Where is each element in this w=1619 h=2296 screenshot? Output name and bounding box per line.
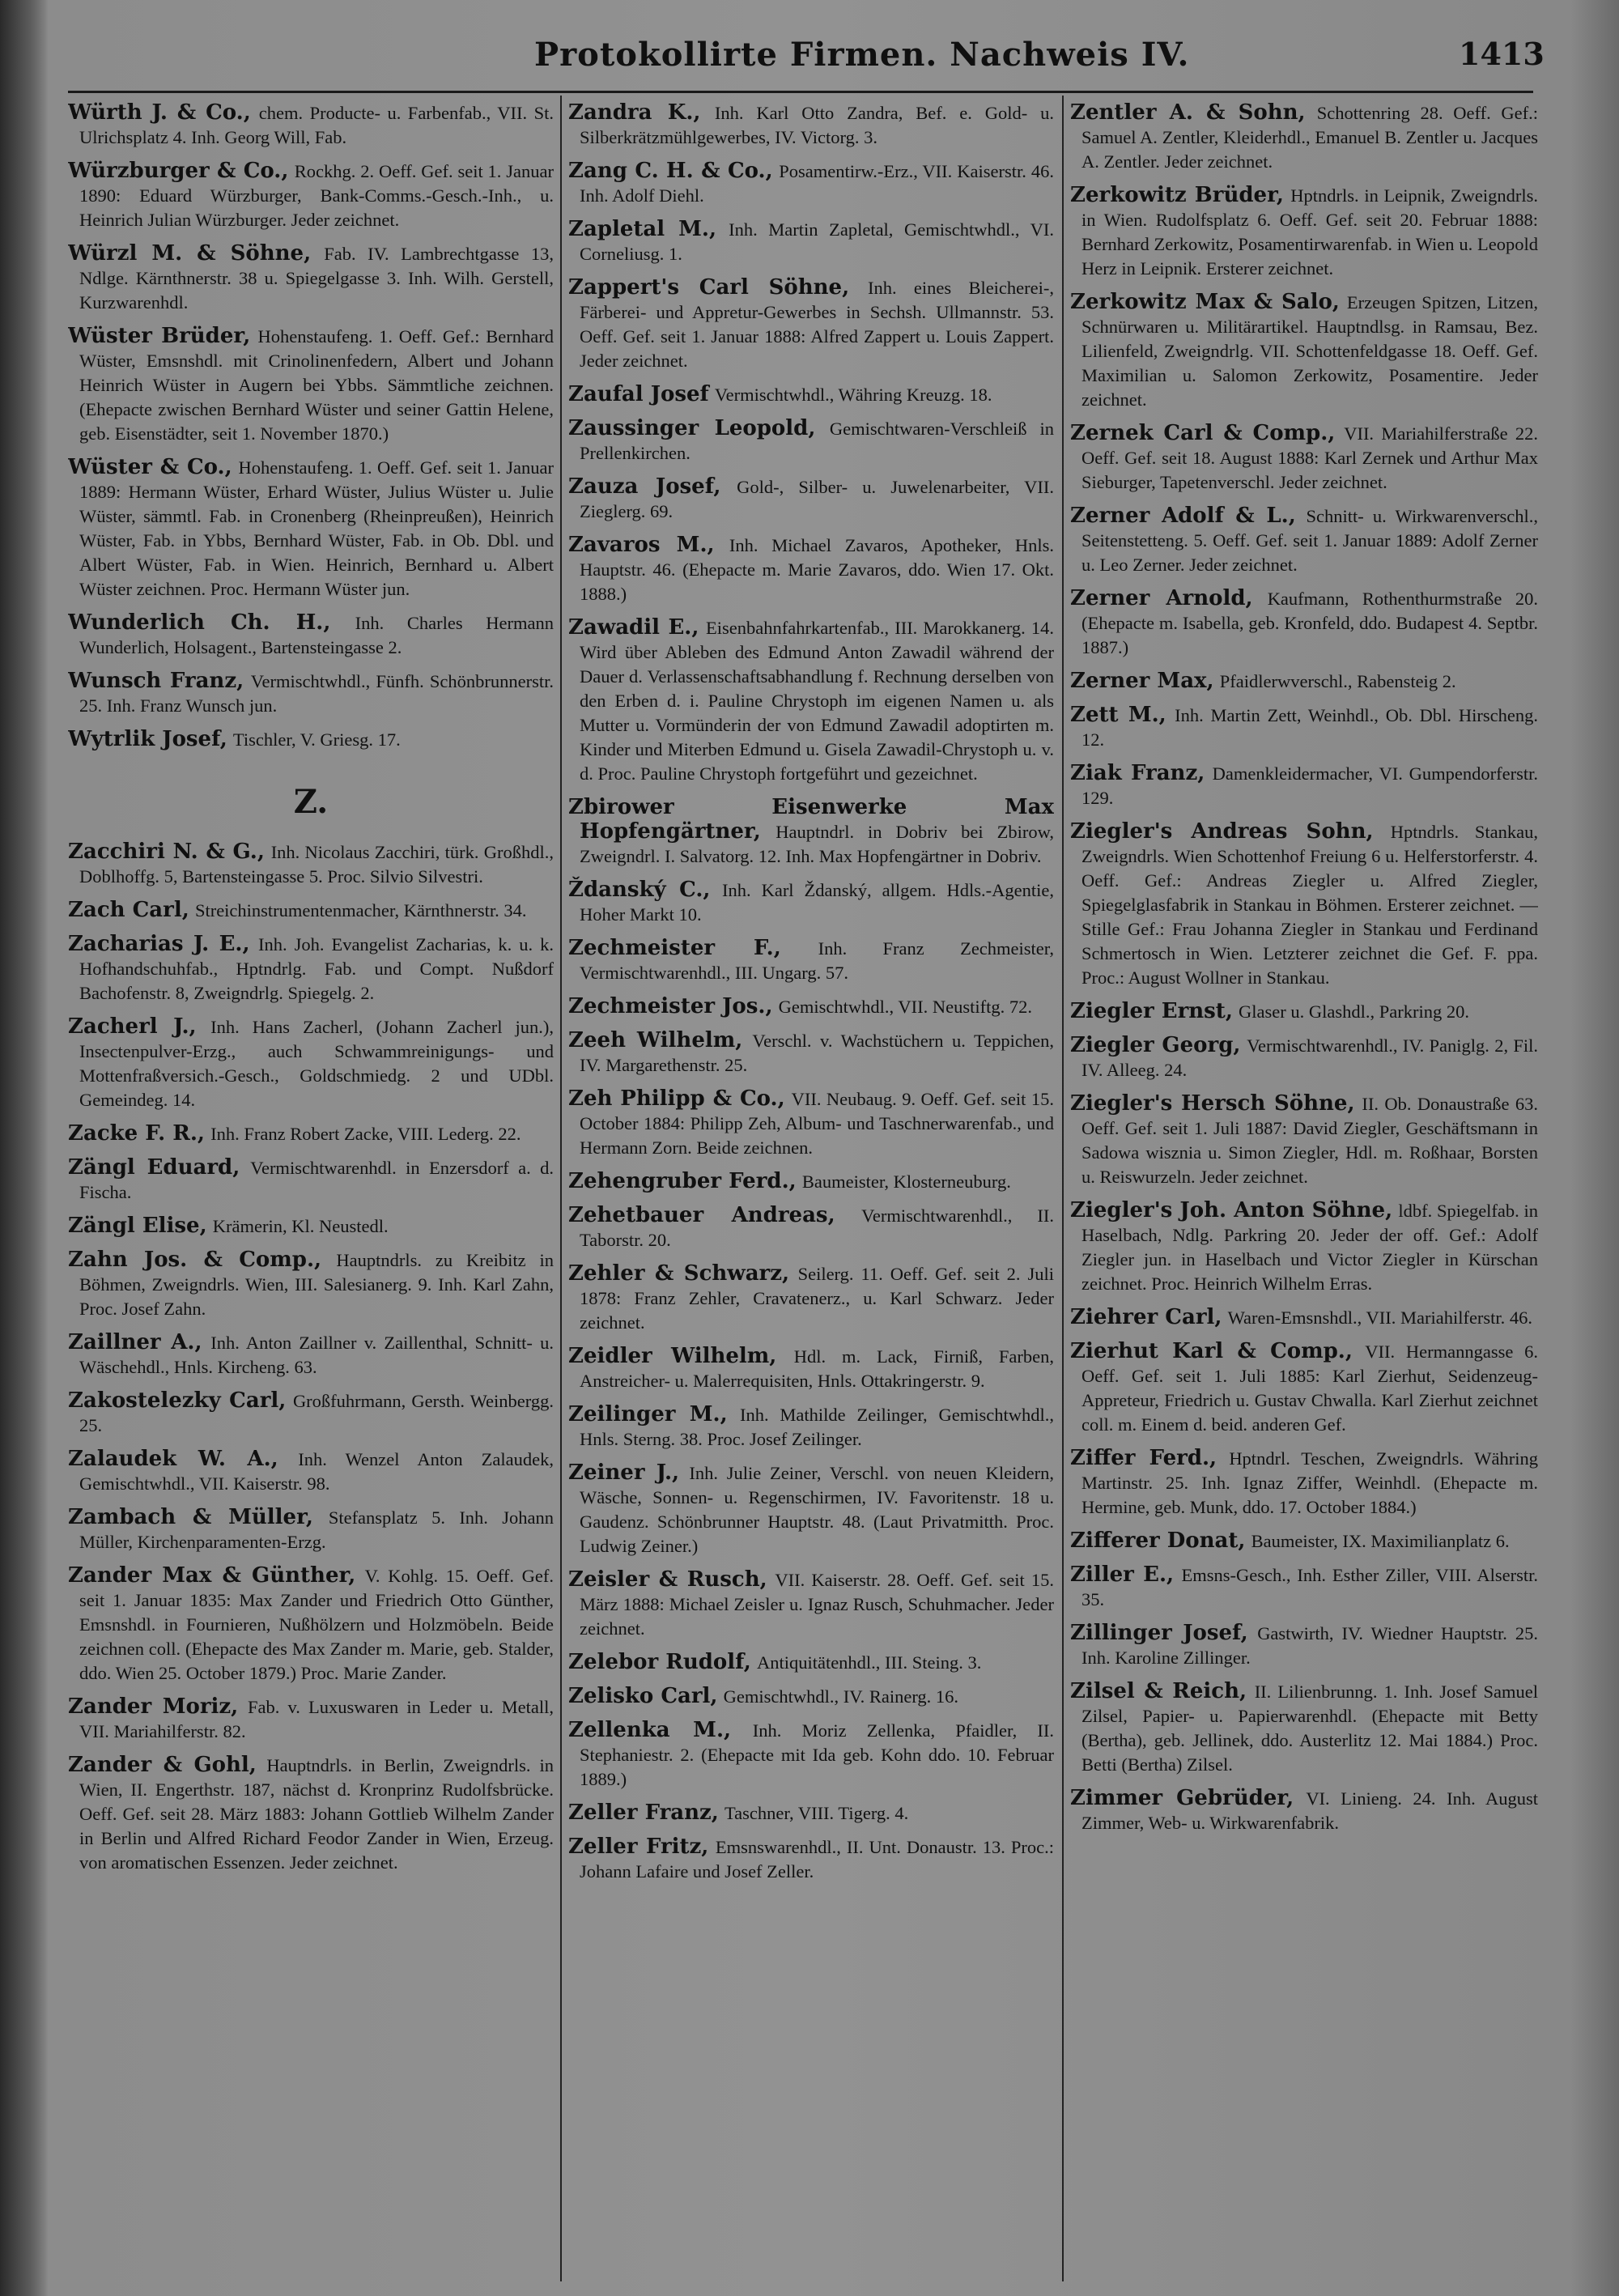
firm-details: Eisenbahnfahrkartenfab., III. Marokkanerg. 14. Wird über Ableben des Edmund Anton Zawadil während der Dauer d. Verlassenschaftsabhandlung f. Rechnung derselben von den Erben d. i. Pauline Chrystoph im eigenen Namen u. als Mutter u. Vormünderin der von Edmund Zawadil adoptirten m. Kinder und Miterben Edmund u. Gisela Zawadil-Chrystoph u. v. d. Proc. Pauline Chrystoph fortgeführt und gezeichnet. <box>580 618 1054 784</box>
firm-entry <box>568 417 1054 466</box>
firm-details: Gemischtwhdl., VII. Neustiftg. 72. <box>778 997 1032 1017</box>
firm-details: Tischler, V. Griesg. 17. <box>232 729 401 750</box>
firm-name: Zeisler & Rusch, <box>568 1567 767 1592</box>
firm-name: Zeh Philipp & Co., <box>568 1086 785 1111</box>
firm-name: Würzl M. & Söhne, <box>68 241 312 266</box>
firm-name: Zillinger Josef, <box>1070 1621 1248 1645</box>
firm-details: Schnitt- u. Wirkwarenverschl., Seitenstetteng. 5. Oeff. Gef. seit 1. Januar 1889: Adolf Zerner u. Leo Zerner. Jeder zeichnet. <box>1081 506 1538 575</box>
firm-entry <box>568 1801 1054 1826</box>
firm-entry <box>68 1248 554 1321</box>
firm-details: Inh. Franz Robert Zacke, VIII. Lederg. 22. <box>210 1124 521 1144</box>
firm-details: Inh. Karl Ždanský, allgem. Hdls.-Agentie, Hoher Markt 10. <box>580 880 1054 925</box>
firm-entry <box>1070 820 1538 990</box>
firm-details: Vermischtwhdl., Währing Kreuzg. 18. <box>714 385 992 405</box>
firm-entry <box>1070 1000 1538 1024</box>
firm-name: Zelisko Carl, <box>568 1684 718 1708</box>
firm-entry <box>1070 1447 1538 1520</box>
firm-entry <box>568 1651 1054 1675</box>
firm-details: Hauptndrls. in Berlin, Zweigndrls. in Wien, II. Engerthstr. 187, nächst d. Kronprinz Rudolfsbrücke. Oeff. Gef. seit 28. März 1883: Johann Gottlieb Wilhelm Zander in Berlin und Alfred Richard Feodor Zander in Wien, Erzeug. von aromatischen Essenzen. Jeder zeichnet. <box>79 1755 554 1873</box>
firm-entry <box>568 1204 1054 1252</box>
firm-name: Zeeh Wilhelm, <box>568 1028 743 1052</box>
firm-entry <box>568 878 1054 927</box>
firm-entry <box>1070 1034 1538 1082</box>
firm-name: Zelebor Rudolf, <box>568 1650 751 1674</box>
firm-entry <box>68 611 554 660</box>
column-divider <box>1062 96 1064 2281</box>
firm-details: Hptndrl. Teschen, Zweigndrls. Währing Martinstr. 25. Inh. Ignaz Ziffer, Weinhdl. (Ehepacte m. Hermine, geb. Munk, ddo. 17. October 1884.) <box>1081 1448 1538 1517</box>
firm-entry <box>568 159 1054 208</box>
firm-name: Zander Max & Günther, <box>68 1563 356 1588</box>
firm-entry <box>568 1835 1054 1884</box>
firm-entry <box>1070 1563 1538 1612</box>
firm-name: Zawadil E., <box>568 615 699 640</box>
firm-details: Stefansplatz 5. Inh. Johann Müller, Kirchenparamenten-Erzg. <box>79 1507 554 1552</box>
section-letter: Z. <box>293 783 329 821</box>
firm-entry <box>568 383 1054 407</box>
firm-entry <box>68 728 554 752</box>
firm-name: Zach Carl, <box>68 898 189 922</box>
firm-details: Baumeister, IX. Maximilianplatz 6. <box>1251 1531 1510 1551</box>
firm-details: Inh. Michael Zavaros, Apotheker, Hnls. Hauptstr. 46. (Ehepacte m. Marie Zavaros, ddo. Wien 17. Okt. 1888.) <box>580 535 1054 604</box>
firm-name: Zerner Arnold, <box>1070 586 1253 610</box>
firm-entry <box>68 1506 554 1554</box>
firm-name: Zeilinger M., <box>568 1402 728 1426</box>
firm-name: Zacchiri N. & G., <box>68 840 265 864</box>
firm-details: Inh. Julie Zeiner, Verschl. von neuen Kleidern, Wäsche, Sonnen- u. Regenschirmen, IV. Favoritenstr. 18 u. Gaudenz. Schönbrunner Hauptstr. 48. (Laut Privatmitth. Proc. Ludwig Zeiner.) <box>580 1463 1054 1556</box>
firm-details: VI. Linieng. 24. Inh. August Zimmer, Web- u. Wirkwarenfabrik. <box>1081 1788 1538 1833</box>
firm-name: Zeidler Wilhelm, <box>568 1344 777 1368</box>
firm-details: Inh. Joh. Evangelist Zacharias, k. u. k. Hofhandschuhfab., Hptndrlg. Fab. und Compt. Nußdorf Bachofenstr. 8, Zweigndrlg. Spiegelg. 2. <box>79 934 554 1003</box>
firm-details: VII. Hermanngasse 6. Oeff. Gef. seit 1. Juli 1885: Karl Zierhut, Seidenzeug-Appreteur, Friedrich u. Gustav Chwalla. Karl Zierhut zeichnet coll. m. Einem d. beid. anderen Gef. <box>1081 1341 1538 1435</box>
firm-entry <box>1070 1680 1538 1777</box>
firm-details: Hptndrls. Stankau, Zweigndrls. Wien Schottenhof Freiung 6 u. Helferstorferstr. 4. Oeff. Gef.: Andreas Ziegler u. Alfred Ziegler, Spiegelglasfabrik in Stankau in Böhmen. Ersterer zeichnet. — Stille Gef.: Frau Johanna Ziegler in Stankau und Ferdinand Schmertosch in Wien. Letzterer zeichnet die Gef. F. ppa. Proc.: August Wollner in Stankau. <box>1081 822 1538 988</box>
firm-details: Inh. eines Bleicherei-, Färberei- und Appretur-Gewerbes in Sechsh. Ullmannstr. 53. Oeff. Gef. seit 1. Januar 1888: Alfred Zappert u. Louis Zappert. Jeder zeichnet. <box>580 278 1054 371</box>
firm-entry <box>568 616 1054 786</box>
firm-name: Zalaudek W. A., <box>68 1447 278 1471</box>
firm-details: Streichinstrumentenmacher, Kärnthnerstr. 34. <box>194 900 527 921</box>
firm-details: VII. Mariahilferstraße 22. Oeff. Gef. seit 18. August 1888: Karl Zernek und Arthur Max Sieburger, Tapetenverschl. Jeder zeichnet. <box>1081 423 1538 492</box>
firm-name: Ziegler's Joh. Anton Söhne, <box>1070 1198 1393 1222</box>
firm-details: Erzeugen Spitzen, Litzen, Schnürwaren u. Militärartikel. Hauptndlsg. in Ramsau, Bez. Lilienfeld, Zweigndrlg. VII. Schottenfeldgasse 18. Oeff. Gef. Maximilian u. Salomon Zerkowitz, Posamentire. Jeder zeichnet. <box>1081 292 1538 410</box>
firm-name: Wüster & Co., <box>68 455 232 479</box>
firm-details: Inh. Martin Zett, Weinhdl., Ob. Dbl. Hirscheng. 12. <box>1081 705 1538 750</box>
firm-name: Zernek Carl & Comp., <box>1070 421 1336 445</box>
firm-name: Ziak Franz, <box>1070 761 1205 785</box>
firm-details: Fab. IV. Lambrechtgasse 13, Ndlge. Kärnthnerstr. 38 u. Spiegelgasse 3. Inh. Wilh. Gerstell, Kurzwarenhdl. <box>79 244 554 313</box>
firm-entry <box>68 242 554 315</box>
page-header <box>534 36 1546 84</box>
firm-entry <box>568 475 1054 524</box>
firm-entry <box>568 1568 1054 1641</box>
firm-entry <box>568 1170 1054 1194</box>
firm-details: Hauptndrl. in Dobriv bei Zbirow, Zweigndrl. I. Salvatorg. 12. Inh. Max Hopfengärtner in Dobriv. <box>580 822 1054 866</box>
firm-name: Ziehrer Carl, <box>1070 1305 1222 1329</box>
firm-name: Zacherl J., <box>68 1014 197 1039</box>
firm-name: Zang C. H. & Co., <box>568 159 773 183</box>
entry-list <box>568 101 1054 1884</box>
firm-details: Verschl. v. Wachstüchern u. Teppichen, IV. Margarethenstr. 25. <box>580 1031 1054 1075</box>
firm-entry <box>568 1029 1054 1078</box>
firm-entry <box>1070 1340 1538 1437</box>
firm-entry <box>568 1087 1054 1160</box>
firm-name: Würth J. & Co., <box>68 101 251 125</box>
firm-name: Zbirower Eisenwerke Max Hopfengärtner, <box>568 795 1054 844</box>
firm-details: VII. Neubaug. 9. Oeff. Gef. seit 15. October 1884: Philipp Zeh, Album- und Taschnerwarenfab., und Hermann Zorn. Beide zeichnen. <box>580 1089 1054 1158</box>
firm-name: Zaussinger Leopold, <box>568 416 816 440</box>
firm-details: Gold-, Silber- u. Juwelenarbeiter, VII. Zieglerg. 69. <box>580 477 1054 521</box>
book-spine-shadow <box>0 0 49 2296</box>
firm-name: Zimmer Gebrüder, <box>1070 1786 1294 1810</box>
firm-entry <box>1070 291 1538 412</box>
firm-name: Zifferer Donat, <box>1070 1529 1246 1553</box>
firm-entry <box>68 840 554 889</box>
firm-details: Inh. Charles Hermann Wunderlich, Holsagent., Bartensteingasse 2. <box>79 613 554 657</box>
firm-details: Antiquitätenhdl., III. Steing. 3. <box>756 1652 982 1673</box>
firm-name: Zentler A. & Sohn, <box>1070 101 1306 125</box>
firm-details: Inh. Hans Zacherl, (Johann Zacherl jun.), Insectenpulver-Erzg., auch Schwammreinigungs- und Mottenfraßversich.-Gesch., Goldschmiedg. 2 und UDbl. Gemeindeg. 14. <box>79 1017 554 1110</box>
firm-details: Baumeister, Klosterneuburg. <box>801 1171 1011 1192</box>
firm-details: V. Kohlg. 15. Oeff. Gef. seit 1. Januar 1835: Max Zander und Friedrich Otto Günther, Emsnshdl. in Fournieren, Nußhölzern und Holzmöbeln. Beide zeichnen coll. (Ehepacte des Max Zander m. Marie, geb. Stalder, ddo. Wien 25. October 1879.) Proc. Marie Zander. <box>79 1566 554 1683</box>
firm-entry <box>568 101 1054 150</box>
firm-entry <box>568 1685 1054 1709</box>
firm-entry <box>68 456 554 602</box>
firm-details: Damenkleidermacher, VI. Gumpendorferstr. 129. <box>1081 763 1538 808</box>
firm-entry <box>68 325 554 446</box>
firm-name: Wytrlik Josef, <box>68 727 227 751</box>
firm-details: Hdl. m. Lack, Firniß, Farben, Anstreicher- u. Malerrequisiten, Hnls. Ottakringerstr. 9. <box>580 1346 1054 1391</box>
firm-name: Ziegler's Hersch Söhne, <box>1070 1091 1355 1116</box>
firm-entry <box>1070 1529 1538 1554</box>
firm-entry <box>568 1345 1054 1393</box>
firm-details: ldbf. Spiegelfab. in Haselbach, Ndlg. Parkring 20. Jeder der off. Gef.: Adolf Ziegler jun. in Haselbach und Victor Ziegler in Kürschan zeichnet. Proc. Heinrich Wilhelm Erras. <box>1081 1201 1538 1294</box>
firm-details: VII. Kaiserstr. 28. Oeff. Gef. seit 15. März 1888: Michael Zeisler u. Ignaz Rusch, Schuhmacher. Jeder zeichnet. <box>580 1570 1054 1639</box>
firm-name: Zehetbauer Andreas, <box>568 1203 835 1227</box>
firm-details: Inh. Anton Zaillner v. Zaillenthal, Schnitt- u. Wäschehdl., Hnls. Kircheng. 63. <box>79 1333 554 1377</box>
firm-details: Vermischtwhdl., Fünfh. Schönbrunnerstr. 25. Inh. Franz Wunsch jun. <box>79 671 554 716</box>
firm-entry <box>1070 704 1538 752</box>
firm-entry <box>1070 762 1538 810</box>
firm-entry <box>68 933 554 1006</box>
firm-name: Zerner Max, <box>1070 669 1214 693</box>
firm-name: Zambach & Müller, <box>68 1505 313 1529</box>
firm-name: Zeller Franz, <box>568 1801 719 1825</box>
firm-entry <box>568 796 1054 869</box>
firm-details: Inh. Mathilde Zeilinger, Gemischtwhdl., Hnls. Sterng. 38. Proc. Josef Zeilinger. <box>580 1405 1054 1449</box>
firm-entry <box>68 670 554 718</box>
firm-entry <box>68 1754 554 1875</box>
column-middle <box>568 101 1054 2275</box>
page-number: 1413 <box>1459 36 1545 72</box>
header-rule <box>68 91 1533 93</box>
column-left <box>68 101 554 2275</box>
firm-entry <box>68 101 554 150</box>
firm-name: Ziffer Ferd., <box>1070 1446 1217 1470</box>
firm-entry <box>1070 422 1538 495</box>
firm-entry <box>568 1403 1054 1452</box>
firm-name: Zeiner J., <box>568 1461 680 1485</box>
firm-name: Zellenka M., <box>568 1718 732 1742</box>
firm-details: Fab. v. Luxuswaren in Leder u. Metall, VII. Mariahilferstr. 82. <box>79 1697 554 1741</box>
page-title: Protokollirte Firmen. Nachweis IV. <box>534 36 1190 74</box>
firm-name: Zerkowitz Max & Salo, <box>1070 290 1340 314</box>
firm-name: Zeller Fritz, <box>568 1835 709 1859</box>
firm-details: Inh. Wenzel Anton Zalaudek, Gemischtwhdl., VII. Kaiserstr. 98. <box>79 1449 554 1494</box>
firm-name: Zacharias J. E., <box>68 932 250 956</box>
entry-list <box>1070 101 1538 1835</box>
firm-entry <box>68 1448 554 1496</box>
firm-name: Zapletal M., <box>568 217 717 241</box>
firm-name: Zerner Adolf & L., <box>1070 504 1296 528</box>
firm-details: Krämerin, Kl. Neustedl. <box>212 1216 389 1236</box>
firm-name: Zacke F. R., <box>68 1121 205 1146</box>
firm-name: Ziller E., <box>1070 1563 1175 1587</box>
firm-details: chem. Producte- u. Farbenfab., VII. St. Ulrichsplatz 4. Inh. Georg Will, Fab. <box>79 103 554 147</box>
firm-name: Zehengruber Ferd., <box>568 1169 797 1193</box>
firm-entry <box>68 1564 554 1686</box>
firm-details: Vermischtwarenhdl. in Enzersdorf a. d. Fischa. <box>79 1158 554 1202</box>
firm-name: Zerkowitz Brüder, <box>1070 183 1284 207</box>
firm-details: II. Lilienbrunng. 1. Inh. Josef Samuel Zilsel, Papier- u. Papierwarenhdl. (Ehepacte mit Betty (Bertha), geb. Jellinek, ddo. Austerlitz 12. Mai 1884.) Proc. Betti (Bertha) Zilsel. <box>1081 1682 1538 1775</box>
firm-details: Kaufmann, Rothenthurmstraße 20. (Ehepacte m. Isabella, geb. Kronfeld, ddo. Budapest 4. Septbr. 1887.) <box>1081 589 1538 657</box>
firm-details: II. Ob. Donaustraße 63. Oeff. Gef. seit 1. Juli 1887: David Ziegler, Geschäftsmann in Sadowa wisznia u. Simon Ziegler, Hdl. m. Roßhaar, Borsten u. Reiswurzeln. Jeder zeichnet. <box>1081 1094 1538 1187</box>
firm-details: Waren-Emsnshdl., VII. Mariahilferstr. 46. <box>1227 1307 1533 1328</box>
firm-details: Großfuhrmann, Gersth. Weinbergg. 25. <box>79 1391 554 1435</box>
firm-details: Hohenstaufeng. 1. Oeff. Gef. seit 1. Januar 1889: Hermann Wüster, Erhard Wüster, Julius Wüster u. Julie Wüster, sämmtl. Fab. in Cronenberg (Rheinpreußen), Heinrich Wüster, Fab. in Ybbs, Bernhard Wüster, Fab. in Ob. Dbl. und Albert Wüster, Fab. in Wien. Heinrich, Bernhard u. Albert Wüster zeichnen. Proc. Hermann Wüster jun. <box>79 457 554 599</box>
entry-list <box>68 840 554 1875</box>
firm-entry <box>568 937 1054 985</box>
firm-entry <box>1070 1092 1538 1189</box>
firm-entry <box>1070 1306 1538 1330</box>
firm-entry <box>1070 504 1538 577</box>
firm-entry <box>68 899 554 923</box>
firm-details: Seilerg. 11. Oeff. Gef. seit 2. Juli 1878: Franz Zehler, Cravatenerz., u. Karl Schwarz. Jeder zeichnet. <box>580 1264 1054 1333</box>
firm-name: Zavaros M., <box>568 533 715 557</box>
firm-entry <box>1070 1622 1538 1670</box>
firm-details: Gastwirth, IV. Wiedner Hauptstr. 25. Inh. Karoline Zillinger. <box>1081 1623 1538 1668</box>
firm-entry <box>68 1122 554 1146</box>
firm-details: Posamentirw.-Erz., VII. Kaiserstr. 46. Inh. Adolf Diehl. <box>580 161 1054 206</box>
firm-entry <box>568 995 1054 1019</box>
firm-details: Gemischtwhdl., IV. Rainerg. 16. <box>723 1686 959 1707</box>
firm-entry <box>68 1214 554 1239</box>
firm-details: Vermischtwarenhdl., IV. Paniglg. 2, Fil. IV. Alleeg. 24. <box>1081 1035 1538 1080</box>
firm-name: Zakostelezky Carl, <box>68 1388 287 1413</box>
firm-details: Inh. Franz Zechmeister, Vermischtwarenhdl., III. Ungarg. 57. <box>580 938 1054 983</box>
firm-name: Wunderlich Ch. H., <box>68 610 331 635</box>
firm-entry <box>68 1389 554 1438</box>
column-right <box>1070 101 1538 2275</box>
firm-name: Ziegler Ernst, <box>1070 999 1233 1023</box>
firm-entry <box>568 1719 1054 1792</box>
firm-entry <box>1070 587 1538 660</box>
firm-entry <box>568 276 1054 373</box>
firm-details: Glaser u. Glashdl., Parkring 20. <box>1239 1001 1469 1022</box>
firm-entry <box>568 1262 1054 1335</box>
firm-entry <box>68 1156 554 1205</box>
firm-name: Ziegler Georg, <box>1070 1033 1241 1057</box>
firm-name: Zandra K., <box>568 101 701 125</box>
firm-name: Zängl Elise, <box>68 1214 207 1238</box>
column-divider <box>560 96 562 2281</box>
firm-entry <box>68 1695 554 1744</box>
firm-name: Wunsch Franz, <box>68 669 244 693</box>
firm-name: Zechmeister Jos., <box>568 994 773 1018</box>
firm-name: Zander Moriz, <box>68 1694 239 1719</box>
firm-entry <box>1070 670 1538 694</box>
firm-details: Pfaidlerwverschl., Rabensteig 2. <box>1219 671 1456 691</box>
firm-name: Zängl Eduard, <box>68 1155 240 1180</box>
firm-details: Rockhg. 2. Oeff. Gef. seit 1. Januar 1890: Eduard Würzburger, Bank-Comms.-Gesch.-Inh., u. Heinrich Julian Würzburger. Jeder zeichnet. <box>79 161 554 230</box>
firm-entry <box>68 1331 554 1380</box>
firm-entry <box>1070 101 1538 174</box>
firm-details: Emsnswarenhdl., II. Unt. Donaustr. 13. Proc.: Johann Lafaire und Josef Zeller. <box>580 1837 1054 1881</box>
firm-entry <box>68 1015 554 1112</box>
firm-name: Zaufal Josef <box>568 382 709 406</box>
firm-name: Würzburger & Co., <box>68 159 289 183</box>
firm-details: Emsns-Gesch., Inh. Esther Ziller, VIII. Alserstr. 35. <box>1081 1565 1538 1609</box>
firm-name: Zauza Josef, <box>568 474 721 499</box>
firm-name: Zappert's Carl Söhne, <box>568 275 850 300</box>
firm-entry <box>568 534 1054 606</box>
firm-details: Inh. Nicolaus Zacchiri, türk. Großhdl., Doblhoffg. 5, Bartensteingasse 5. Proc. Silvio Silvestri. <box>79 842 554 887</box>
firm-entry <box>568 1461 1054 1558</box>
firm-name: Zander & Gohl, <box>68 1753 257 1777</box>
firm-name: Wüster Brüder, <box>68 324 251 348</box>
firm-name: Zierhut Karl & Comp., <box>1070 1339 1353 1363</box>
firm-name: Zilsel & Reich, <box>1070 1679 1247 1703</box>
firm-name: Zechmeister F., <box>568 936 781 960</box>
firm-details: Inh. Martin Zapletal, Gemischtwhdl., VI. Corneliusg. 1. <box>580 219 1054 264</box>
firm-name: Zaillner A., <box>68 1330 202 1354</box>
firm-details: Gemischtwaren-Verschleiß in Prellenkirchen. <box>580 419 1054 463</box>
firm-name: Zett M., <box>1070 703 1166 727</box>
firm-entry <box>1070 1787 1538 1835</box>
firm-details: Inh. Moriz Zellenka, Pfaidler, II. Stephaniestr. 2. (Ehepacte mit Ida geb. Kohn ddo. 10. Februar 1889.) <box>580 1720 1054 1789</box>
firm-details: Hptndrls. in Leipnik, Zweigndrls. in Wien. Rudolfsplatz 6. Oeff. Gef. seit 20. Februar 1888: Bernhard Zerkowitz, Posamentirwarenfab. in Wien u. Leopold Herz in Leipnik. Ersterer zeichnet. <box>1081 185 1538 278</box>
firm-details: Schottenring 28. Oeff. Gef.: Samuel A. Zentler, Kleiderhdl., Emanuel B. Zentler u. Jacques A. Zentler. Jeder zeichnet. <box>1081 103 1538 172</box>
firm-name: Zahn Jos. & Comp., <box>68 1248 322 1272</box>
firm-name: Ziegler's Andreas Sohn, <box>1070 819 1374 844</box>
firm-details: Inh. Karl Otto Zandra, Bef. e. Gold- u. Silberkrätzmühlgewerbes, IV. Victorg. 3. <box>580 103 1054 147</box>
firm-entry <box>1070 184 1538 281</box>
firm-details: Hauptndrls. zu Kreibitz in Böhmen, Zweigndrls. Wien, III. Salesianerg. 9. Inh. Karl Zahn, Proc. Josef Zahn. <box>79 1250 554 1319</box>
firm-entry <box>568 218 1054 266</box>
firm-entry <box>68 159 554 232</box>
firm-entry <box>1070 1199 1538 1296</box>
firm-details: Hohenstaufeng. 1. Oeff. Gef.: Bernhard Wüster, Emsnshdl. mit Crinolinenfedern, Albert und Johann Heinrich Wüster in Augern bei Ybbs. Sämmtliche zeichnen. (Ehepacte zwischen Bernhard Wüster und seiner Gattin Helene, geb. Eisenstädter, seit 1. November 1870.) <box>79 326 554 444</box>
entry-list <box>68 101 554 752</box>
firm-name: Ždanský C., <box>568 878 711 902</box>
firm-details: Taschner, VIII. Tigerg. 4. <box>725 1803 909 1823</box>
firm-details: Vermischtwarenhdl., II. Taborstr. 20. <box>580 1205 1054 1250</box>
firm-name: Zehler & Schwarz, <box>568 1261 790 1286</box>
